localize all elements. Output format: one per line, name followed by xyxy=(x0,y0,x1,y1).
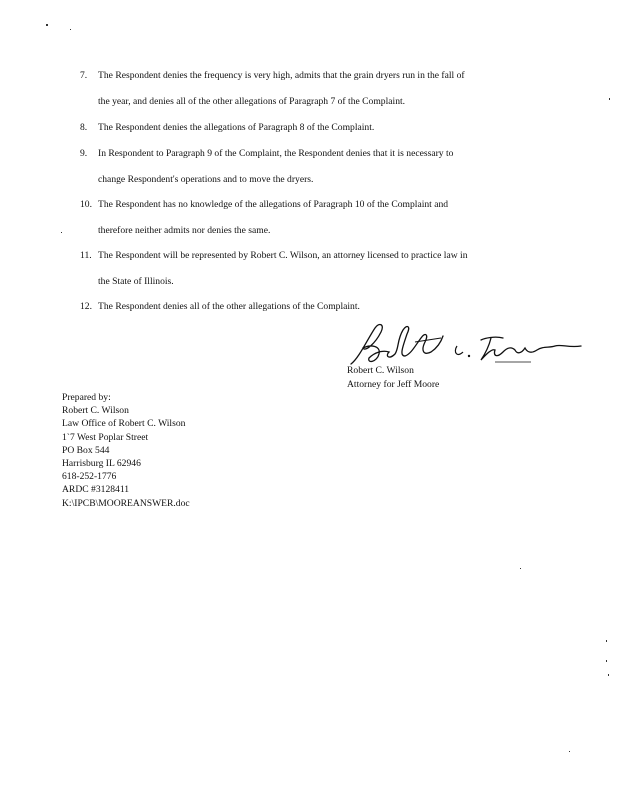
signer-name: Robert C. Wilson xyxy=(347,365,414,376)
prepared-by-line: K:\IPCB\MOOREANSWER.doc xyxy=(62,497,190,509)
paragraph-line: The Respondent denies the allegations of Paragraph 8 of the Complaint. xyxy=(98,122,375,133)
prepared-by-line: PO Box 544 xyxy=(62,444,110,456)
paragraph-line: In Respondent to Paragraph 9 of the Complaint, the Respondent denies that it is necessary to xyxy=(98,148,454,159)
paragraph-number: 7. xyxy=(80,70,88,81)
prepared-by-line: 618-252-1776 xyxy=(62,471,117,483)
paragraph-number: 12. xyxy=(80,301,92,312)
paragraph-line: therefore neither admits nor denies the same. xyxy=(98,224,271,236)
paragraph-line: the year, and denies all of the other allegations of Paragraph 7 of the Complaint. xyxy=(98,95,406,107)
paragraph-line: change Respondent's operations and to move the dryers. xyxy=(98,173,314,185)
scan-speck xyxy=(46,24,48,26)
prepared-by-line: Law Office of Robert C. Wilson xyxy=(62,418,186,430)
paragraph-line: The Respondent denies all of the other allegations of the Complaint. xyxy=(98,301,360,312)
paragraph-number: 8. xyxy=(80,122,88,133)
paragraph-line: The Respondent denies the frequency is very high, admits that the grain dryers run in the fall of xyxy=(98,70,465,81)
scan-speck xyxy=(609,98,610,100)
prepared-by-line: Robert C. Wilson xyxy=(62,405,129,417)
paragraph-number: 9. xyxy=(80,148,88,159)
prepared-by-line: 1`7 West Poplar Street xyxy=(62,431,149,443)
prepared-by-line: ARDC #3128411 xyxy=(62,484,130,496)
paragraph-line: The Respondent will be represented by Robert C. Wilson, an attorney licensed to practice law in xyxy=(98,250,468,261)
paragraph-line: the State of Illinois. xyxy=(98,275,174,287)
scan-speck xyxy=(608,674,609,676)
scan-speck xyxy=(606,660,607,662)
prepared-by-line: Harrisburg IL 62946 xyxy=(62,458,141,470)
paragraph-line: The Respondent has no knowledge of the allegations of Paragraph 10 of the Complaint and xyxy=(98,199,449,210)
scan-speck xyxy=(520,568,521,569)
paragraph-number: 10. xyxy=(80,199,92,210)
scan-speck xyxy=(569,751,570,752)
signer-title: Attorney for Jeff Moore xyxy=(347,379,440,390)
scan-speck xyxy=(61,232,62,233)
paragraph-number: 11. xyxy=(80,250,92,261)
scan-speck xyxy=(606,640,607,642)
handwritten-signature xyxy=(345,318,585,370)
prepared-by-block xyxy=(62,391,190,510)
prepared-by-heading: Prepared by: xyxy=(62,392,111,403)
scan-speck xyxy=(70,29,71,30)
